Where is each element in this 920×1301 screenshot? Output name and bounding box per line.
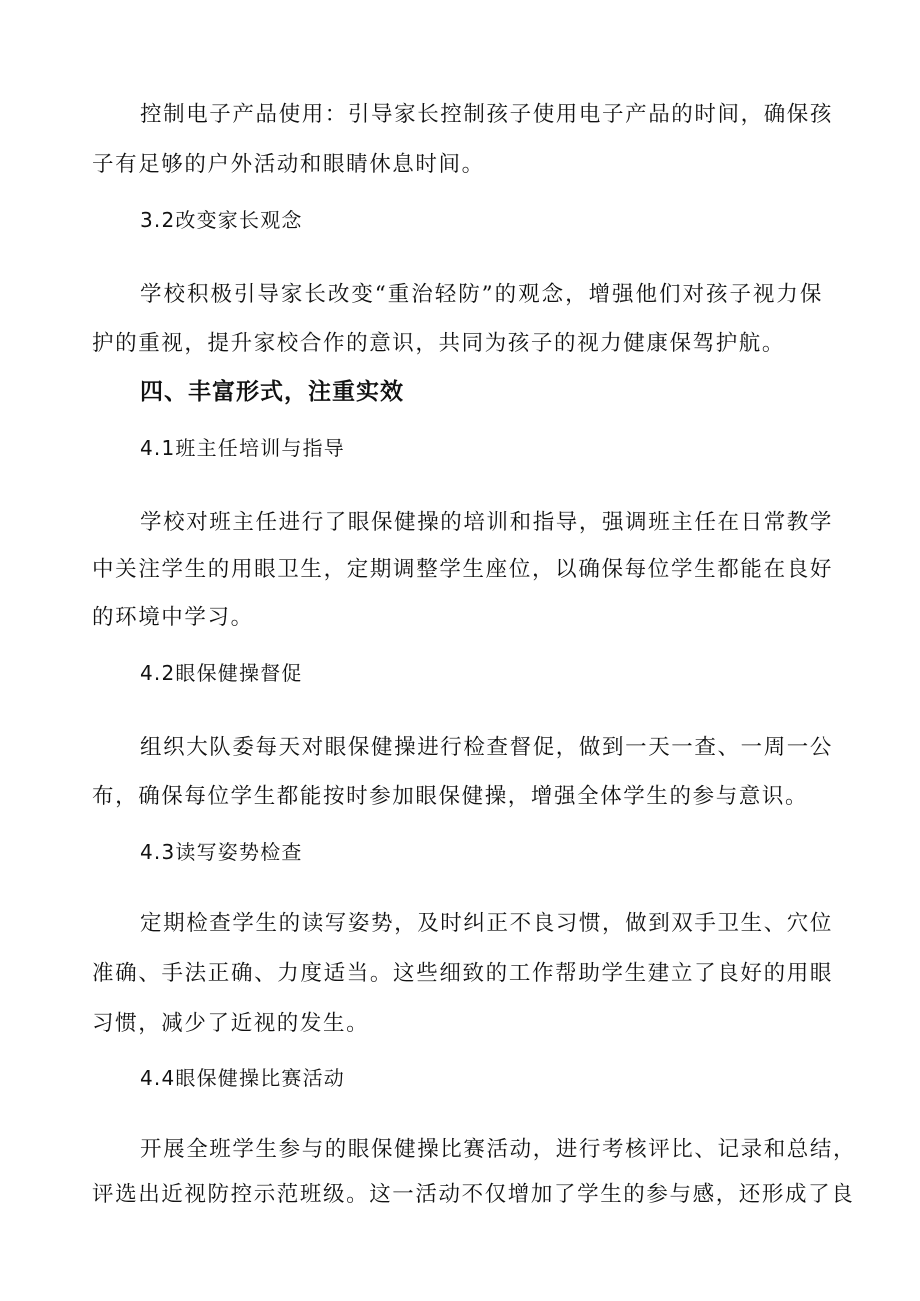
section-heading-4-3: 4.3读写姿势检查 (140, 840, 303, 864)
paragraph-line: 组织大队委每天对眼保健操进行检查督促，做到一天一查、一周一公 (140, 735, 834, 760)
section-heading-4-2: 4.2眼保健操督促 (140, 661, 303, 685)
paragraph-line: 子有足够的户外活动和眼睛休息时间。 (92, 152, 485, 177)
paragraph-line: 准确、手法正确、力度适当。这些细致的工作帮助学生建立了良好的用眼 (92, 961, 833, 986)
paragraph-line: 学校对班主任进行了眼保健操的培训和指导，强调班主任在日常教学 (140, 510, 834, 535)
paragraph-line: 布，确保每位学生都能按时参加眼保健操，增强全体学生的参与意识。 (92, 784, 809, 809)
section-heading-4-4: 4.4眼保健操比赛活动 (140, 1066, 346, 1090)
paragraph-line: 开展全班学生参与的眼保健操比赛活动，进行考核评比、记录和总结， (140, 1137, 857, 1162)
paragraph-line: 中关注学生的用眼卫生，定期调整学生座位，以确保每位学生都能在良好 (92, 557, 833, 582)
paragraph-line: 护的重视，提升家校合作的意识，共同为孩子的视力健康保驾护航。 (92, 331, 786, 356)
paragraph-line: 控制电子产品使用：引导家长控制孩子使用电子产品的时间，确保孩 (140, 102, 834, 127)
paragraph-line: 的环境中学习。 (92, 605, 254, 630)
section-heading-4: 四、丰富形式，注重实效 (140, 379, 404, 405)
paragraph-line: 习惯，减少了近视的发生。 (92, 1011, 370, 1036)
paragraph-line: 评选出近视防控示范班级。这一活动不仅增加了学生的参与感，还形成了良 (92, 1182, 855, 1207)
paragraph-line: 定期检查学生的读写姿势，及时纠正不良习惯，做到双手卫生、穴位 (140, 911, 834, 936)
section-heading-4-1: 4.1班主任培训与指导 (140, 436, 346, 460)
paragraph-line: 学校积极引导家长改变“重治轻防”的观念，增强他们对孩子视力保 (140, 282, 823, 307)
section-heading-3-2: 3.2改变家长观念 (140, 208, 303, 232)
